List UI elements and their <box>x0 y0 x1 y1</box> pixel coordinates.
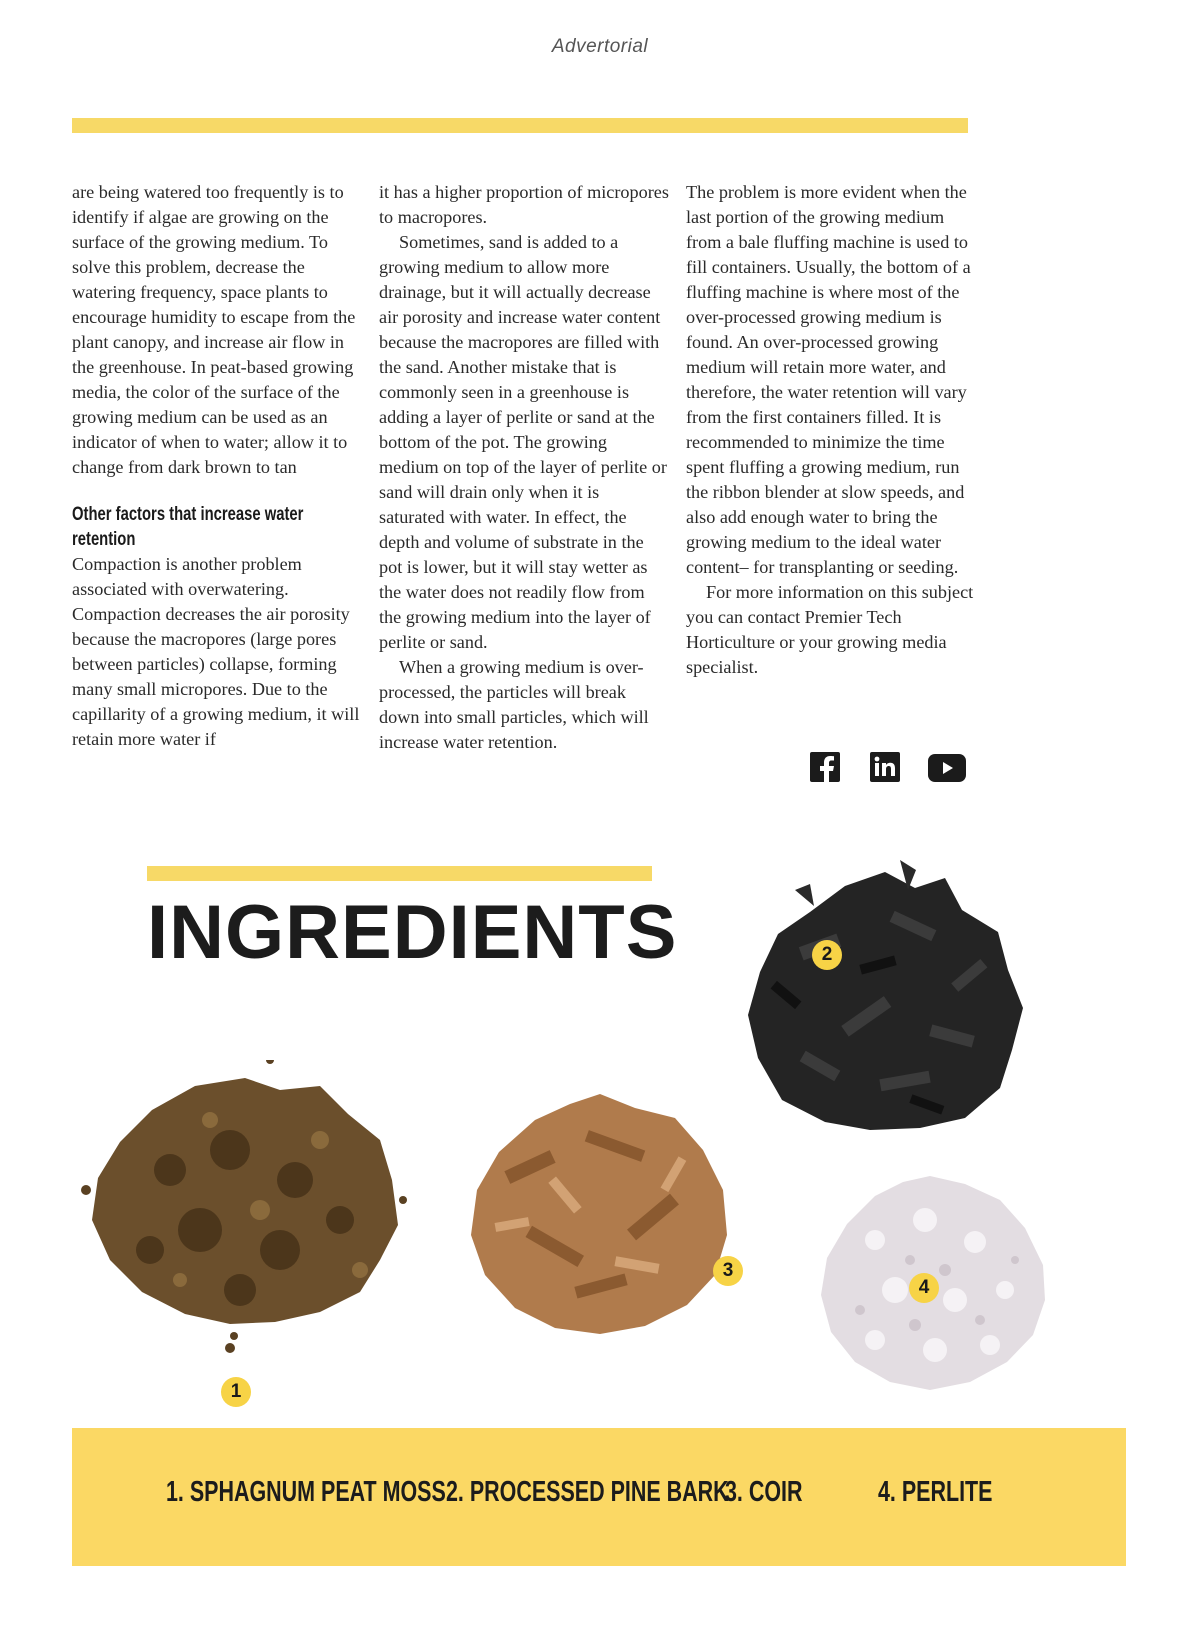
paragraph: For more information on this subject you can contact Premier Tech Horticulture or your growing media specialist. <box>686 582 974 677</box>
ingredient-label: 2. PROCESSED PINE BARK <box>446 1476 729 1508</box>
subheading: Other factors that increase water retention <box>72 504 304 550</box>
paragraph: When a growing medium is over-processed, the particles will break down into small particles, which will increase water retention. <box>379 657 649 752</box>
pine-bark-image <box>740 860 1030 1140</box>
article-column-2 <box>379 180 669 755</box>
paragraph: are being watered too frequently is to identify if algae are growing on the surface of the growing medium. To solve this problem, decrease the watering frequency, space plants to encourage humidity to escape from the plant canopy, and increase air flow in the greenhouse. In peat-based growing media, the color of the surface of the growing medium can be used as an indicator of when to water; allow it to change from dark brown to tan <box>72 182 356 477</box>
youtube-icon[interactable] <box>928 754 966 782</box>
ingredients-title: INGREDIENTS <box>147 890 678 975</box>
article-column-1 <box>72 180 362 752</box>
coir-image <box>465 1090 735 1340</box>
paragraph: it has a higher proportion of micropores to macropores. <box>379 182 669 227</box>
ingredient-label: 4. PERLITE <box>878 1476 993 1508</box>
paragraph: Sometimes, sand is added to a growing medium to allow more drainage, but it will actually decrease air porosity and increase water content because the macropores are filled with the sand. Another mistake that is commonly seen in a greenhouse is adding a layer of perlite or sand at the bottom of the pot. The growing medium on top of the layer of perlite or sand will drain only when it is saturated with water. In effect, the depth and volume of substrate in the pot is lower, but it will stay wetter as the water does not readily flow from the growing medium into the layer of perlite or sand. <box>379 232 667 652</box>
ingredient-label: 1. SPHAGNUM PEAT MOSS <box>166 1476 446 1508</box>
facebook-icon[interactable] <box>810 752 840 782</box>
article-column-3 <box>686 180 976 680</box>
peat-moss-image <box>80 1060 410 1360</box>
ingredient-label: 3. COIR <box>725 1476 803 1508</box>
ingredient-badge: 4 <box>909 1273 939 1303</box>
ingredient-badge: 2 <box>812 940 842 970</box>
ingredients-accent-bar <box>147 866 652 881</box>
linkedin-icon[interactable] <box>870 752 900 782</box>
section-label: Advertorial <box>551 36 649 57</box>
accent-bar <box>72 118 968 133</box>
ingredient-badge: 1 <box>221 1377 251 1407</box>
paragraph: The problem is more evident when the last portion of the growing medium from a bale fluffing machine is used to fill containers. Usually, the bottom of a fluffing machine is where most of the over-processed growing medium is found. An over-processed growing medium will retain more water, and therefore, the water retention will vary from the first containers filled. It is recommended to minimize the time spent fluffing a growing medium, run the ribbon blender at slow speeds, and also add enough water to bring the growing medium to the ideal water content– for transplanting or seeding. <box>686 182 971 577</box>
paragraph: Compaction is another problem associated with overwatering. Compaction decreases the air porosity because the macropores (large pores between particles) collapse, forming many small micropores. Due to the capillarity of a growing medium, it will retain more water if <box>72 554 360 749</box>
ingredient-badge: 3 <box>713 1256 743 1286</box>
